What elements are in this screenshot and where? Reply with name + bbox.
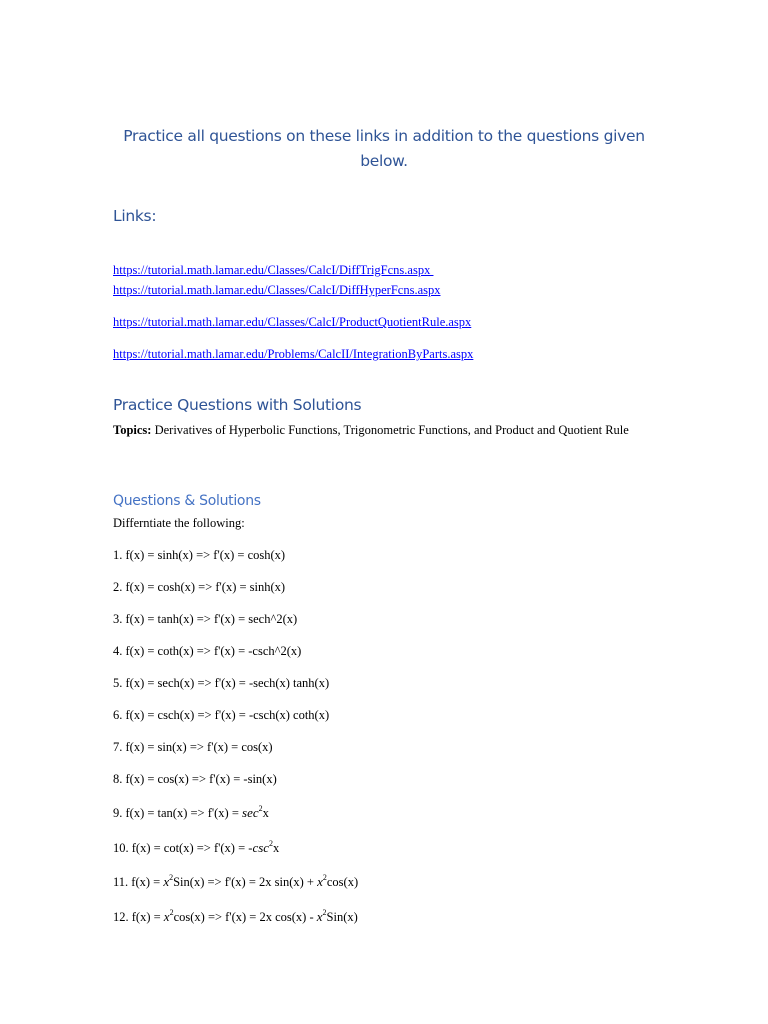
link-product-quotient-rule[interactable]: https://tutorial.math.lamar.edu/Classes/CalcI/ProductQuotientRule.aspx xyxy=(113,315,472,329)
question-8: 8. f(x) = cos(x) => f'(x) = -sin(x) xyxy=(113,772,277,786)
link-diff-hyper-fcns[interactable]: https://tutorial.math.lamar.edu/Classes/CalcI/DiffHyperFcns.aspx xyxy=(113,283,441,297)
question-9-text: 9. f(x) = tan(x) => f'(x) = xyxy=(113,806,243,820)
question-12-end: Sin(x) xyxy=(326,910,358,924)
question-11-end: cos(x) xyxy=(326,875,359,889)
question-12-var-2: x xyxy=(316,909,323,924)
question-7: 7. f(x) = sin(x) => f'(x) = cos(x) xyxy=(113,740,273,754)
questions-heading: Questions & Solutions xyxy=(113,493,261,509)
topics-paragraph xyxy=(113,421,653,440)
question-11-middle: Sin(x) => f'(x) = 2x sin(x) + xyxy=(173,875,318,889)
question-4: 4. f(x) = coth(x) => f'(x) = -csch^2(x) xyxy=(113,644,302,658)
page-title: Practice all questions on these links in addition to the questions given below. xyxy=(123,127,645,170)
topics-text: Derivatives of Hyperbolic Functions, Trigonometric Functions, and Product and Quotient Rule xyxy=(151,423,629,437)
question-12-text: 12. f(x) = xyxy=(113,910,164,924)
question-12-var: x xyxy=(163,909,170,924)
question-5: 5. f(x) = sech(x) => f'(x) = -sech(x) tanh(x) xyxy=(113,676,330,690)
question-10-var: x xyxy=(273,841,280,855)
practice-heading: Practice Questions with Solutions xyxy=(113,396,362,414)
question-9 xyxy=(113,805,269,821)
question-11-exponent: 2 xyxy=(169,873,174,882)
question-9-sec: sec xyxy=(242,805,259,820)
question-9-exponent: 2 xyxy=(258,804,263,813)
question-12 xyxy=(113,909,358,925)
question-10 xyxy=(113,840,279,856)
question-12-middle: cos(x) => f'(x) = 2x cos(x) - xyxy=(173,910,317,924)
question-10-csc: csc xyxy=(252,840,270,855)
question-11 xyxy=(113,874,358,890)
link-diff-trig-fcns[interactable]: https://tutorial.math.lamar.edu/Classes/CalcI/DiffTrigFcns.aspx xyxy=(113,263,434,277)
question-11-text: 11. f(x) = xyxy=(113,875,164,889)
link-integration-by-parts[interactable]: https://tutorial.math.lamar.edu/Problems/CalcII/IntegrationByParts.aspx xyxy=(113,347,474,361)
question-3: 3. f(x) = tanh(x) => f'(x) = sech^2(x) xyxy=(113,612,298,626)
topics-label: Topics: xyxy=(113,423,152,437)
links-heading: Links: xyxy=(113,207,157,225)
question-10-text: 10. f(x) = cot(x) => f'(x) = - xyxy=(113,841,253,855)
question-11-var-2: x xyxy=(317,874,323,889)
question-11-exponent-2: 2 xyxy=(322,873,327,882)
question-6: 6. f(x) = csch(x) => f'(x) = -csch(x) coth(x) xyxy=(113,708,330,722)
question-1: 1. f(x) = sinh(x) => f'(x) = cosh(x) xyxy=(113,548,286,562)
question-12-exponent: 2 xyxy=(169,908,174,917)
question-10-exponent: 2 xyxy=(269,839,274,848)
question-11-var: x xyxy=(163,874,170,889)
question-9-var: x xyxy=(262,806,269,820)
question-2: 2. f(x) = cosh(x) => f'(x) = sinh(x) xyxy=(113,580,286,594)
question-12-exponent-2: 2 xyxy=(322,908,327,917)
intro-text: Differntiate the following: xyxy=(113,516,245,530)
